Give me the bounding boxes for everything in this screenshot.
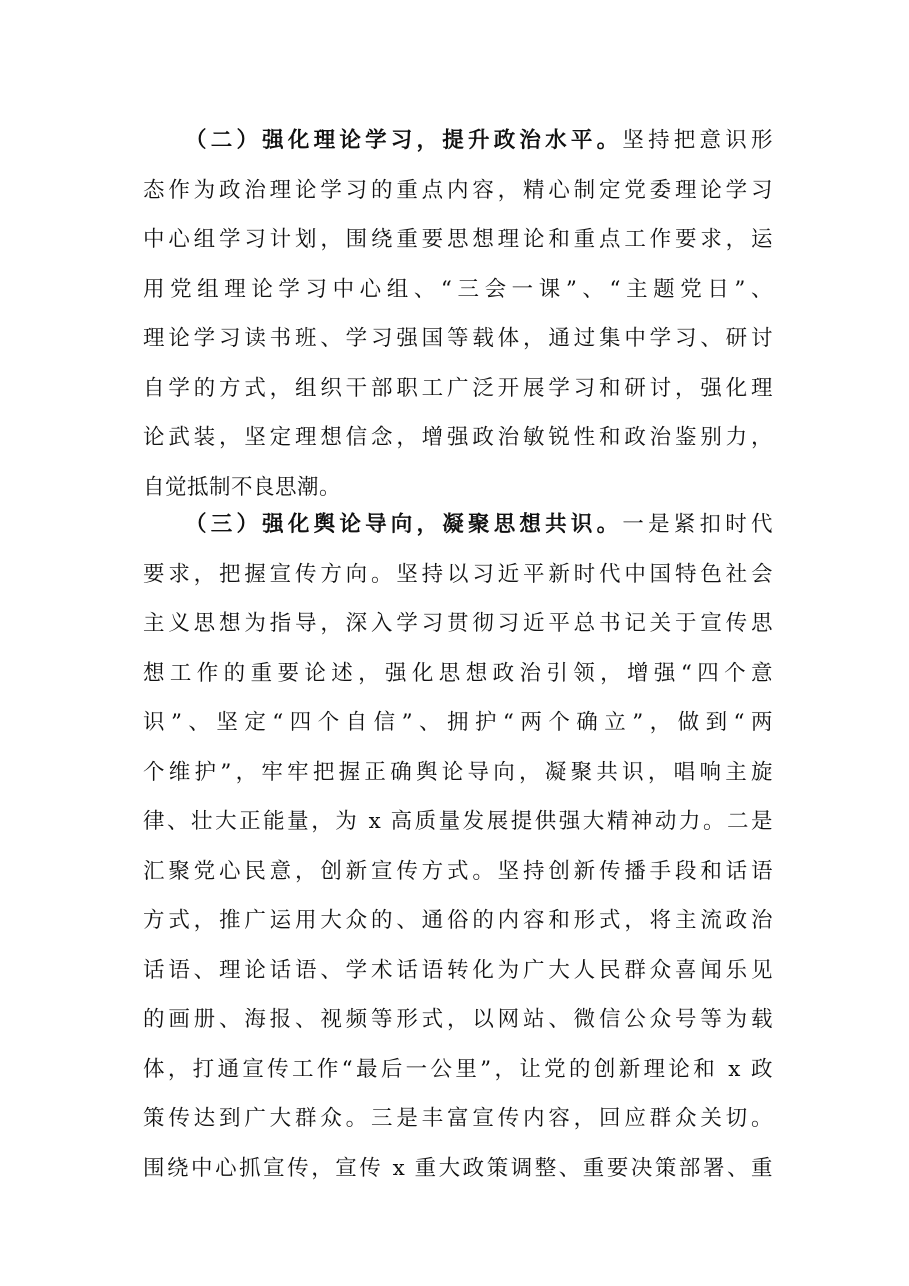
paragraph-line: 理论学习读书班、学习强国等载体，通过集中学习、研讨 <box>143 326 773 351</box>
paragraph-line: 论武装，坚定理想信念，增强政治敏锐性和政治鉴别力， <box>143 425 773 450</box>
paragraph-line: 想工作的重要论述，强化思想政治引领，增强“四个意 <box>143 660 773 686</box>
paragraph-text: 坚持把意识形 <box>622 128 773 153</box>
paragraph-line: 汇聚党心民意，创新宣传方式。坚持创新传播手段和话语 <box>143 858 773 884</box>
paragraph-line: 策传达到广大群众。三是丰富宣传内容，回应群众关切。 <box>143 1106 773 1131</box>
paragraph-line: 围绕中心抓宣传，宣传 x 重大政策调整、重要决策部署、重 <box>143 1155 773 1181</box>
paragraph-line: 体，打通宣传工作“最后一公里”，让党的创新理论和 x 政 <box>143 1056 773 1082</box>
paragraph-line: 的画册、海报、视频等形式，以网站、微信公众号等为载 <box>143 1007 773 1032</box>
paragraph-line: 方式，推广运用大众的、通俗的内容和形式，将主流政治 <box>143 908 773 933</box>
paragraph-line: 识”、坚定“四个自信”、拥护“两个确立”，做到“两 <box>143 710 773 735</box>
paragraph-line: 个维护”，牢牢把握正确舆论导向，凝聚共识，唱响主旋 <box>143 759 773 785</box>
paragraph-line <box>143 500 773 550</box>
section-heading: （三）强化舆论导向，凝聚思想共识。 <box>185 512 623 537</box>
paragraph-line <box>143 116 773 166</box>
paragraph-line: 要求，把握宣传方向。坚持以习近平新时代中国特色社会 <box>143 561 773 587</box>
paragraph-line: 话语、理论话语、学术话语转化为广大人民群众喜闻乐见 <box>143 957 773 983</box>
paragraph-line: 态作为政治理论学习的重点内容，精心制定党委理论学习 <box>143 177 773 203</box>
paragraph-line: 自学的方式，组织干部职工广泛开展学习和研讨，强化理 <box>143 375 773 401</box>
section-heading: （二）强化理论学习，提升政治水平。 <box>185 128 623 153</box>
paragraph-line: 用党组理论学习中心组、“三会一课”、“主题党日”、 <box>143 276 773 302</box>
paragraph-text: 一是紧扣时代 <box>622 512 773 537</box>
paragraph-line: 中心组学习计划，围绕重要思想理论和重点工作要求，运 <box>143 227 773 252</box>
paragraph-line: 主义思想为指导，深入学习贯彻习近平总书记关于宣传思 <box>143 611 773 636</box>
paragraph-section-3 <box>143 500 773 1193</box>
paragraph-section-2 <box>143 116 773 512</box>
paragraph-line: 律、壮大正能量，为 x 高质量发展提供强大精神动力。二是 <box>143 809 773 834</box>
paragraph-line: 自觉抵制不良思潮。 <box>143 474 342 500</box>
